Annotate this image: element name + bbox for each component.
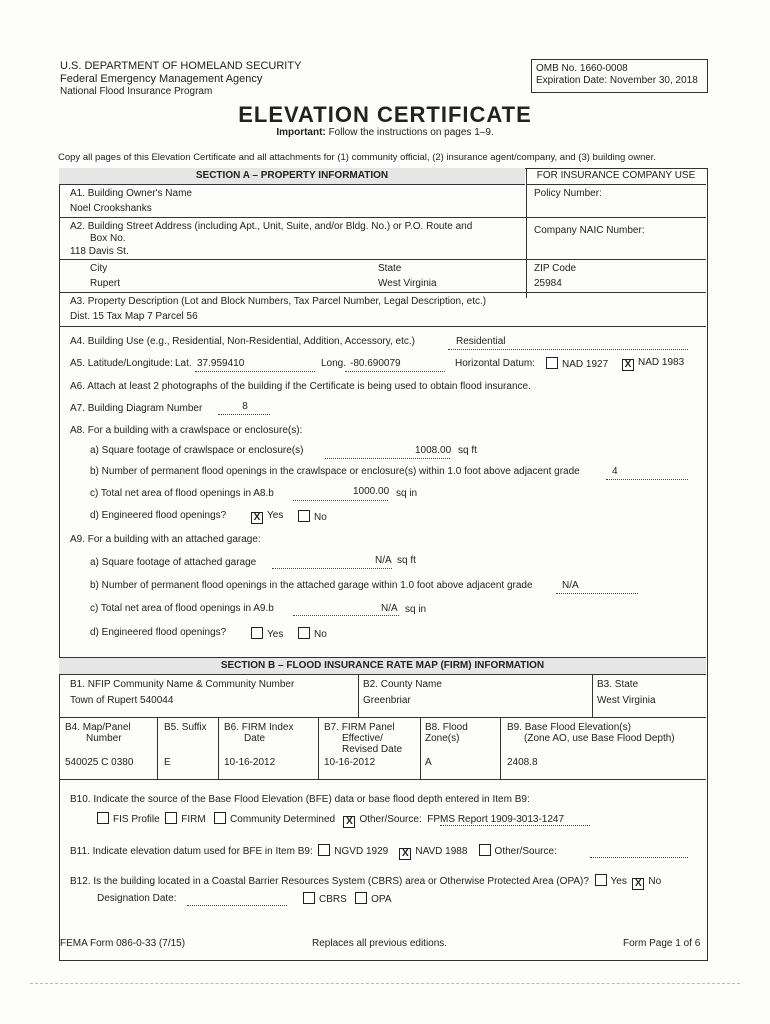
a9d-no-label: No [314, 629, 327, 640]
b10-firm-checkbox[interactable] [165, 812, 177, 824]
b6-label-2: Date [244, 733, 266, 744]
a8d-no-checkbox[interactable] [298, 510, 310, 522]
opa-label: OPA [371, 894, 392, 905]
a1-value[interactable]: Noel Crookshanks [70, 203, 152, 214]
city-label: City [90, 263, 108, 274]
copy-note: Copy all pages of this Elevation Certificate and all attachments for (1) community official, (2) insurance agent/company, and (3) building owner. [58, 152, 656, 163]
opa-checkbox[interactable] [355, 892, 367, 904]
form-number: FEMA Form 086-0-33 (7/15) [60, 938, 186, 949]
nad1983-label: NAD 1983 [638, 357, 685, 368]
b10-other-option[interactable] [343, 814, 421, 825]
b11-ngvd-checkbox[interactable] [318, 844, 330, 856]
b7-label-3: Revised Date [342, 744, 403, 755]
a9d-yes-option[interactable] [251, 627, 283, 641]
a8-label: A8. For a building with a crawlspace or enclosure(s): [70, 425, 303, 436]
b10-firm-label: FIRM [181, 814, 206, 825]
a2-value[interactable]: 118 Davis St. [70, 246, 129, 257]
important-text: Follow the instructions on pages 1–9. [328, 127, 494, 138]
b5-value[interactable]: E [164, 757, 171, 768]
important-note [0, 127, 770, 139]
a9b-value[interactable]: N/A [562, 580, 579, 591]
a9a-label: a) Square footage of attached garage [90, 557, 257, 568]
a9d-yes-checkbox[interactable] [251, 627, 263, 639]
section-b-heading: SECTION B – FLOOD INSURANCE RATE MAP (FIRM) INFORMATION [220, 660, 545, 671]
b3-label: B3. State [597, 679, 639, 690]
zip-value[interactable]: 25984 [534, 278, 562, 289]
cbrs-checkbox[interactable] [303, 892, 315, 904]
b2-label: B2. County Name [363, 679, 442, 690]
a9b-label: b) Number of permanent flood openings in the attached garage within 1.0 foot above adjacent grade [90, 580, 533, 591]
policy-number-label: Policy Number: [534, 188, 602, 199]
a8c-unit: sq in [396, 488, 418, 499]
a9d-yes-label: Yes [267, 629, 284, 640]
insurance-use-heading-bar [526, 168, 706, 185]
omb-box [531, 59, 708, 93]
nad1927-label: NAD 1927 [562, 359, 609, 370]
a9c-value[interactable]: N/A [381, 603, 398, 614]
b9-label-2: (Zone AO, use Base Flood Depth) [524, 733, 675, 744]
a7-value[interactable]: 8 [242, 401, 248, 412]
insurance-use-heading: FOR INSURANCE COMPANY USE [536, 170, 696, 181]
b8-label: B8. Flood [425, 722, 468, 733]
b4-label-2: Number [86, 733, 122, 744]
omb-number: OMB No. 1660-0008 [536, 63, 628, 74]
dept-name: U.S. DEPARTMENT OF HOMELAND SECURITY [60, 60, 302, 72]
b7-label: B7. FIRM Panel [324, 722, 395, 733]
long-label: Long. [321, 358, 347, 369]
section-a-heading: SECTION A – PROPERTY INFORMATION [195, 170, 389, 181]
page-number: Form Page 1 of 6 [623, 938, 701, 949]
a8d-no-label: No [314, 512, 327, 523]
a4-value[interactable]: Residential [456, 336, 506, 347]
cbrs-option[interactable] [303, 894, 347, 905]
horizontal-datum-label: Horizontal Datum: [455, 358, 536, 369]
lat-value[interactable]: 37.959410 [197, 358, 245, 369]
cbrs-label: CBRS [319, 894, 347, 905]
a8b-value[interactable]: 4 [612, 466, 618, 477]
state-label: State [378, 263, 402, 274]
zip-label: ZIP Code [534, 263, 577, 274]
b11-navd-label: NAVD 1988 [415, 846, 468, 857]
a8a-label: a) Square footage of crawlspace or enclosure(s) [90, 445, 304, 456]
b10-fis-label: FIS Profile [113, 814, 160, 825]
b10-other-checkbox[interactable]: X [343, 816, 355, 828]
lat-label: Lat. [175, 358, 192, 369]
b8-label-2: Zone(s) [425, 733, 460, 744]
a1-label: A1. Building Owner's Name [70, 188, 192, 199]
a3-value[interactable]: Dist. 15 Tax Map 7 Parcel 56 [70, 311, 198, 322]
a7-label: A7. Building Diagram Number [70, 403, 203, 414]
b12-yes-checkbox[interactable] [595, 874, 607, 886]
b11-label: B11. Indicate elevation datum used for BFE in Item B9: [70, 846, 313, 857]
b12-yes-option[interactable] [595, 876, 627, 887]
b11-other-checkbox[interactable] [479, 844, 491, 856]
a8b-label: b) Number of permanent flood openings in the crawlspace or enclosure(s) within 1.0 foot above adjacent grade [90, 466, 580, 477]
b11-other-label: Other/Source: [494, 846, 557, 857]
section-a-heading-bar [59, 168, 525, 185]
a9d-label: d) Engineered flood openings? [90, 627, 227, 638]
long-value[interactable]: -80.690079 [350, 358, 401, 369]
b3-value[interactable]: West Virginia [597, 695, 656, 706]
expiration-date: Expiration Date: November 30, 2018 [536, 75, 698, 86]
a2-label: A2. Building Street Address (including Apt., Unit, Suite, and/or Bldg. No.) or P.O. Route and [70, 221, 473, 232]
nad1927-checkbox[interactable] [546, 357, 558, 369]
important-label: Important: [276, 127, 326, 138]
a4-label: A4. Building Use (e.g., Residential, Non-Residential, Addition, Accessory, etc.) [70, 336, 415, 347]
b8-value[interactable]: A [425, 757, 432, 768]
a8a-unit: sq ft [458, 445, 477, 456]
b11-other-option[interactable] [479, 846, 557, 857]
a3-label: A3. Property Description (Lot and Block Numbers, Tax Parcel Number, Legal Description, etc.) [70, 296, 487, 307]
b4-label: B4. Map/Panel [65, 722, 131, 733]
a2-label-box: Box No. [90, 233, 126, 244]
a9a-unit: sq ft [397, 555, 416, 566]
b10-other-label: Other/Source: [359, 814, 422, 825]
a9d-no-option[interactable] [298, 627, 327, 641]
a8c-value[interactable]: 1000.00 [353, 486, 390, 497]
b4-value[interactable]: 540025 C 0380 [65, 757, 134, 768]
b11-row [70, 844, 557, 860]
a9a-value[interactable]: N/A [375, 555, 392, 566]
perforation-line [30, 983, 740, 984]
b1-label: B1. NFIP Community Name & Community Number [70, 679, 295, 690]
b11-navd-option[interactable] [399, 846, 467, 857]
nad1983-checkbox[interactable]: X [622, 359, 634, 371]
b10-label: B10. Indicate the source of the Base Flood Elevation (BFE) data or base flood depth entered in Item B9: [70, 794, 530, 805]
b6-value[interactable]: 10-16-2012 [224, 757, 276, 768]
opa-option[interactable] [355, 894, 391, 905]
a8c-label: c) Total net area of flood openings in A8.b [90, 488, 274, 499]
program-name: National Flood Insurance Program [60, 86, 213, 97]
a5-label: A5. Latitude/Longitude: [70, 358, 173, 369]
b1-value[interactable]: Town of Rupert 540044 [70, 695, 174, 706]
agency-name: Federal Emergency Management Agency [60, 73, 263, 85]
a8d-yes-option[interactable] [251, 510, 283, 524]
b10-community-checkbox[interactable] [214, 812, 226, 824]
page-title: ELEVATION CERTIFICATE [238, 102, 532, 127]
a8d-label: d) Engineered flood openings? [90, 510, 227, 521]
b9-label: B9. Base Flood Elevation(s) [507, 722, 631, 733]
b10-community-label: Community Determined [230, 814, 336, 825]
section-b-heading-bar [59, 658, 706, 675]
a9d-no-checkbox[interactable] [298, 627, 310, 639]
a8d-yes-label: Yes [267, 510, 284, 521]
b12-no-option[interactable] [632, 876, 661, 887]
b11-ngvd-option[interactable] [318, 846, 388, 857]
city-value[interactable]: Rupert [90, 278, 121, 289]
a6-text: A6. Attach at least 2 photographs of the building if the Certificate is being used to obtain flood insurance. [70, 381, 531, 392]
b12-yes-label: Yes [610, 876, 627, 887]
a8a-value[interactable]: 1008.00 [415, 445, 452, 456]
b12-no-checkbox[interactable]: X [632, 878, 644, 890]
naic-number-label: Company NAIC Number: [534, 225, 645, 236]
b5-label: B5. Suffix [164, 722, 207, 733]
b12-label: B12. Is the building located in a Coastal Barrier Resources System (CBRS) area or Otherwise Protected Area (OPA)? [70, 876, 589, 887]
nad1927-option[interactable] [546, 357, 608, 371]
b10-other-value[interactable]: FPMS Report 1909-3013-1247 [427, 814, 565, 825]
b7-label-2: Effective/ [342, 733, 383, 744]
b10-fis-option[interactable] [97, 814, 160, 825]
b2-value[interactable]: Greenbriar [363, 695, 411, 706]
b9-value[interactable]: 2408.8 [507, 757, 538, 768]
designation-date-label: Designation Date: [97, 893, 177, 904]
b11-navd-checkbox[interactable]: X [399, 848, 411, 860]
nad1983-option[interactable] [622, 357, 684, 371]
a8d-no-option[interactable] [298, 510, 327, 524]
state-value[interactable]: West Virginia [378, 278, 437, 289]
b12-row [70, 874, 661, 890]
replaces-note: Replaces all previous editions. [312, 938, 448, 949]
b10-fis-checkbox[interactable] [97, 812, 109, 824]
b10-firm-option[interactable] [165, 814, 205, 825]
b11-ngvd-label: NGVD 1929 [334, 846, 389, 857]
b12-no-label: No [648, 876, 662, 887]
a9c-label: c) Total net area of flood openings in A9.b [90, 603, 274, 614]
cbrs-opa-options [303, 892, 392, 906]
b10-community-option[interactable] [214, 814, 335, 825]
a9c-unit: sq in [405, 604, 427, 615]
b6-label: B6. FIRM Index [224, 722, 294, 733]
b7-value[interactable]: 10-16-2012 [324, 757, 376, 768]
a8d-yes-checkbox[interactable]: X [251, 512, 263, 524]
a9-label: A9. For a building with an attached garage: [70, 534, 261, 545]
